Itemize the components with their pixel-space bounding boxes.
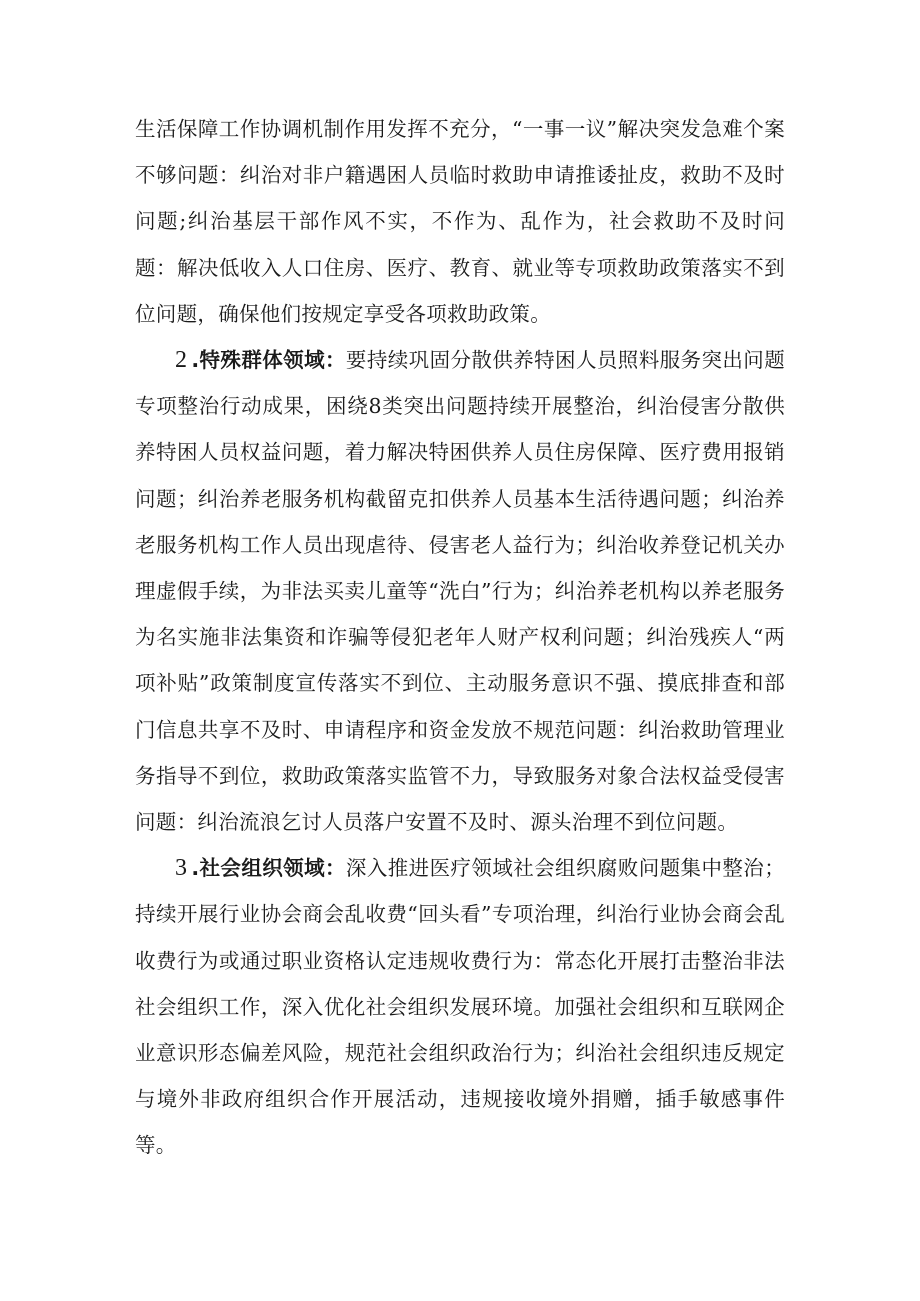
paragraph-special-groups — [135, 337, 785, 845]
paragraph-body: 要持续巩固分散供养特困人员照料服务突出问题专项整治行动成果，困绕8类突出问题持续开展整治，纠治侵害分散供养特困人员权益问题，着力解决特困供养人员住房保障、医疗费用报销问题；纠治养老服务机构截留克扣供养人员基本生活待遇问题；纠治养老服务机构工作人员出现虐待、侵害老人益行为；纠治收养登记机关办理虚假手续，为非法买卖儿童等“洗白”行为；纠治养老机构以养老服务为名实施非法集资和诈骗等侵犯老年人财产权利问题；纠治残疾人“两项补贴”政策制度宣传落实不到位、主动服务意识不强、摸底排查和部门信息共享不及时、申请程序和资金发放不规范问题：纠治救助管理业务指导不到位，救助政策落实监管不力，导致服务对象合法权益受侵害问题：纠治流浪乞讨人员落户安置不及时、源头治理不到位问题。 — [135, 348, 785, 835]
section-number: 2 — [175, 347, 188, 374]
section-heading: .社会组织领域： — [191, 856, 346, 881]
section-heading: .特殊群体领域： — [191, 348, 346, 373]
paragraph-body: 生活保障工作协调机制作用发挥不充分，“一事一议”解决突发急难个案不够问题：纠治对非户籍遇困人员临时救助申请推诿扯皮，救助不及时问题;纠治基层干部作风不实，不作为、乱作为，社会救助不及时问题：解决低收入人口住房、医疗、教育、就业等专项救助政策落实不到位问题，确保他们按规定享受各项救助政策。 — [135, 117, 785, 326]
paragraph-continuation — [135, 106, 785, 337]
section-number: 3 — [175, 855, 188, 882]
document-body — [135, 106, 785, 1169]
paragraph-social-organizations — [135, 845, 785, 1168]
paragraph-body: 深入推进医疗领域社会组织腐败问题集中整治；持续开展行业协会商会乱收费“回头看”专项治理，纠治行业协会商会乱收费行为或通过职业资格认定违规收费行为：常态化开展打击整治非法社会组织工作，深入优化社会组织发展环境。加强社会组织和互联网企业意识形态偏差风险，规范社会组织政治行为；纠治社会组织违反规定与境外非政府组织合作开展活动，违规接收境外捐赠，插手敏感事件等。 — [135, 856, 785, 1158]
